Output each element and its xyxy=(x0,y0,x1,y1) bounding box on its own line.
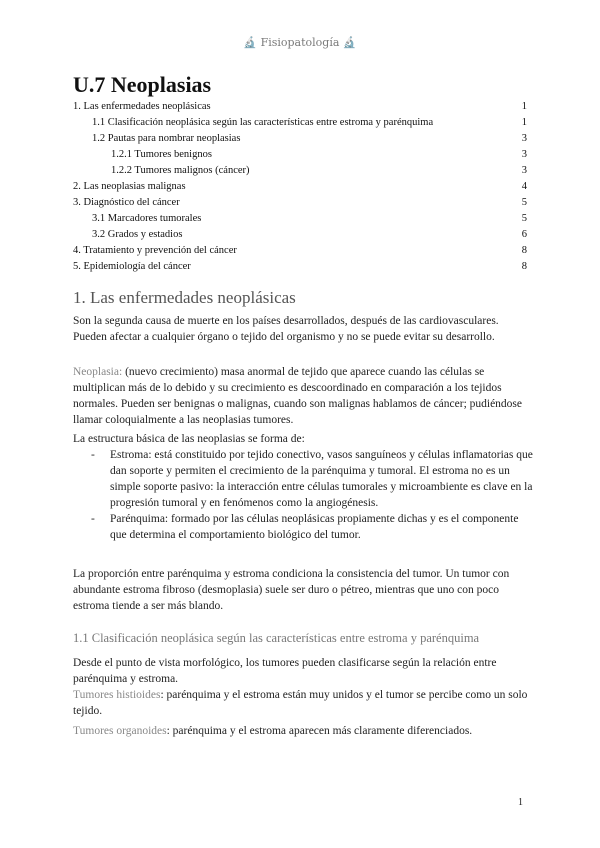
toc-entry-label[interactable]: 5. Epidemiología del cáncer xyxy=(73,261,191,272)
list-item-text: Estroma: está constituido por tejido conectivo, vasos sanguíneos y células inflamatorias que dan soporte y permiten el crecimiento de la parénquima y tumoral. El estroma no es un simple soporte pasivo: la interacción entre células tumorales y microambiente es clave en la progresión tumoral y en fenómenos como la angiogénesis. xyxy=(110,449,533,509)
list-item xyxy=(73,511,533,543)
toc-entry[interactable] xyxy=(73,181,527,197)
header-title: Fisiopatología xyxy=(260,36,340,49)
toc-entry[interactable] xyxy=(73,229,527,245)
toc-entry-page: 8 xyxy=(521,245,527,256)
term-label: Neoplasia: xyxy=(73,366,123,378)
paragraph xyxy=(73,364,533,428)
toc-entry-page: 5 xyxy=(521,213,527,224)
list-item xyxy=(73,447,533,511)
paragraph: La estructura básica de las neoplasias se forma de: xyxy=(73,433,305,445)
paragraph-text: (nuevo crecimiento) masa anormal de tejido que aparece cuando las células se multiplican más de lo debido y su crecimiento es descoordinado en comparación a los tejidos normales. Pueden ser benignas o malignas, cuando son malignas hablamos de cáncer; pudiéndose llamar coloquialmente a las neoplasias tumores. xyxy=(73,366,523,426)
paragraph: La proporción entre parénquima y estroma condiciona la consistencia del tumor. Un tumor con abundante estroma fibroso (desmoplasia) suele ser duro o pétreo, mientras que uno con poco estroma tiende a ser más blando. xyxy=(73,568,510,612)
toc-entry-label[interactable]: 3. Diagnóstico del cáncer xyxy=(73,197,180,208)
toc-entry-page: 3 xyxy=(521,133,527,144)
toc-entry[interactable] xyxy=(73,133,527,149)
toc-entry[interactable] xyxy=(73,149,527,165)
toc-entry-label[interactable]: 4. Tratamiento y prevención del cáncer xyxy=(73,245,237,256)
toc-entry-page: 1 xyxy=(521,117,527,128)
toc-entry-page: 1 xyxy=(521,101,527,112)
toc-entry[interactable] xyxy=(73,101,527,117)
toc-entry-page: 8 xyxy=(521,261,527,272)
toc-entry-page: 6 xyxy=(521,229,527,240)
page-number: 1 xyxy=(518,797,523,808)
page-header xyxy=(0,36,600,49)
subsection-heading: 1.1 Clasificación neoplásica según las características entre estroma y parénquima xyxy=(73,631,480,645)
paragraph: Son la segunda causa de muerte en los países desarrollados, después de las cardiovasculares. Pueden afectar a cualquier órgano o tejido del organismo y no se puede evitar su desarrollo. xyxy=(73,315,499,343)
list-item-text: Parénquima: formado por las células neoplásicas propiamente dichas y es el componente que determina el comportamiento biológico del tumor. xyxy=(110,513,519,541)
toc-entry-label[interactable]: 3.2 Grados y estadios xyxy=(92,229,183,240)
bullet-list xyxy=(73,447,533,543)
microscope-icon: 🔬 xyxy=(342,36,357,49)
microscope-icon: 🔬 xyxy=(243,36,258,49)
paragraph-text: : parénquima y el estroma están muy unidos y el tumor se percibe como un solo tejido. xyxy=(73,689,528,717)
term-label: Tumores histioides xyxy=(73,689,161,701)
toc-entry-page: 3 xyxy=(521,165,527,176)
toc-entry[interactable] xyxy=(73,165,527,181)
toc-entry-label[interactable]: 1.1 Clasificación neoplásica según las características entre estroma y parénquima xyxy=(92,117,434,128)
toc-entry[interactable] xyxy=(73,197,527,213)
document-title: U.7 Neoplasias xyxy=(73,72,212,97)
toc-entry-page: 5 xyxy=(521,197,527,208)
list-marker: - xyxy=(91,449,95,461)
list-marker: - xyxy=(91,513,95,525)
paragraph: Desde el punto de vista morfológico, los tumores pueden clasificarse según la relación entre parénquima y estroma. xyxy=(73,657,497,685)
table-of-contents xyxy=(73,101,527,277)
toc-entry-label[interactable]: 1. Las enfermedades neoplásicas xyxy=(73,101,211,112)
paragraph-text: : parénquima y el estroma aparecen más claramente diferenciados. xyxy=(166,725,473,737)
toc-entry[interactable] xyxy=(73,245,527,261)
toc-entry-label[interactable]: 1.2 Pautas para nombrar neoplasias xyxy=(92,133,241,144)
toc-entry[interactable] xyxy=(73,117,527,133)
toc-entry-page: 3 xyxy=(521,149,527,160)
toc-entry-label[interactable]: 1.2.2 Tumores malignos (cáncer) xyxy=(111,165,250,176)
toc-entry-label[interactable]: 3.1 Marcadores tumorales xyxy=(92,213,202,224)
toc-entry[interactable] xyxy=(73,261,527,277)
paragraph xyxy=(73,723,533,739)
toc-entry-page: 4 xyxy=(521,181,527,192)
paragraph xyxy=(73,687,533,719)
toc-entry[interactable] xyxy=(73,213,527,229)
term-label: Tumores organoides xyxy=(73,725,167,737)
section-heading: 1. Las enfermedades neoplásicas xyxy=(73,288,296,307)
toc-entry-label[interactable]: 2. Las neoplasias malignas xyxy=(73,181,186,192)
toc-entry-label[interactable]: 1.2.1 Tumores benignos xyxy=(111,149,212,160)
